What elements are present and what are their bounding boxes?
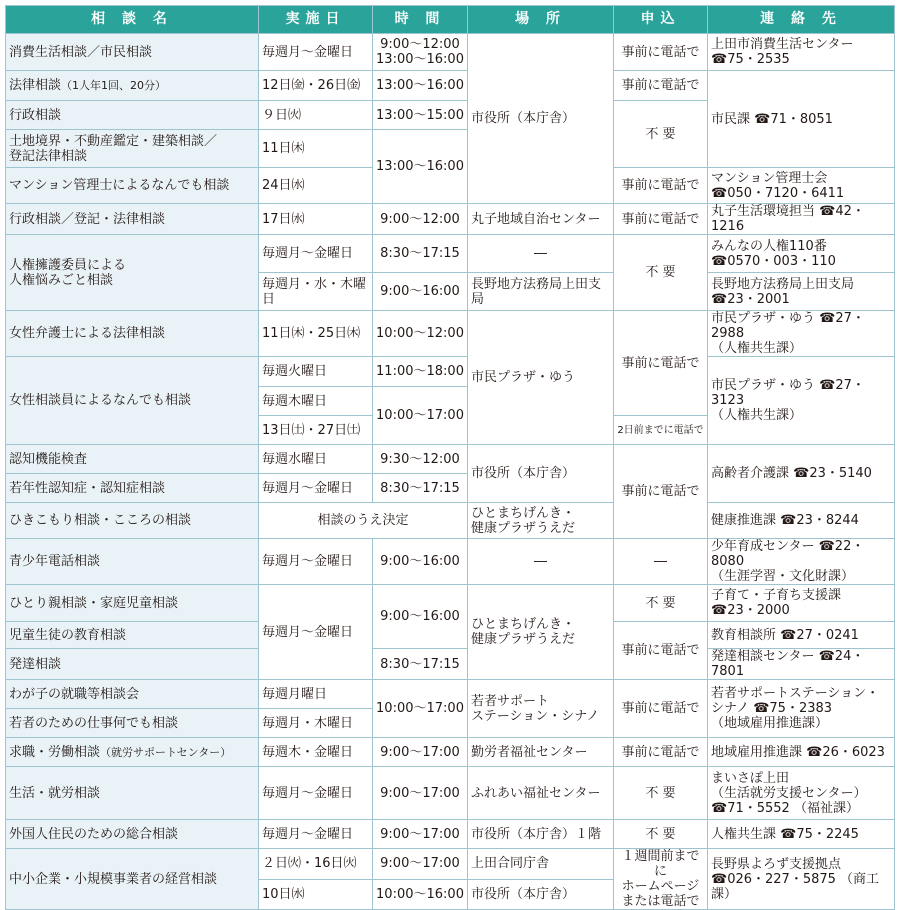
consult-date: 相談のうえ決定 — [259, 503, 468, 539]
consult-time: 8:30～17:15 — [373, 474, 468, 503]
consult-contact: 地域雇用推進課 ☎26・6023 — [708, 738, 895, 767]
consult-contact: 市民プラザ・ゆう ☎27・3123 （人権共生課） — [708, 357, 895, 445]
table-row — [6, 311, 895, 357]
consult-contact: 少年育成センター ☎22・8080 （生涯学習・文化財課） — [708, 539, 895, 585]
consult-name: 青少年電話相談 — [6, 539, 259, 585]
consult-time: 13:00～15:00 — [373, 101, 468, 130]
consult-date: 毎週火曜日 — [259, 357, 373, 387]
consult-time: 10:00～17:00 — [373, 680, 468, 738]
consult-date: 11日㈭ — [259, 130, 373, 168]
consult-name: 認知機能検査 — [6, 445, 259, 474]
header-name: 相 談 名 — [6, 6, 259, 34]
consult-contact: マンション管理士会 ☎050・7120・6411 — [708, 168, 895, 204]
consult-place: 市役所（本庁舎） — [468, 34, 614, 204]
consult-contact: 子育て・子育ち支援課 ☎23・2000 — [708, 585, 895, 622]
consult-date: 毎週月～金曜日 — [259, 34, 373, 71]
consult-contact: 上田市消費生活センター ☎75・2535 — [708, 34, 895, 71]
consult-time: 13:00～16:00 — [373, 130, 468, 204]
consult-time: 10:00～17:00 — [373, 387, 468, 445]
table-row — [6, 849, 895, 880]
header-date: 実施日 — [259, 6, 373, 34]
consult-name: 発達相談 — [6, 649, 259, 680]
consult-contact: 丸子生活環境担当 ☎42・1216 — [708, 204, 895, 235]
consult-apply: 2日前までに電話で — [614, 416, 708, 445]
table-row — [6, 585, 895, 622]
consult-place: 市民プラザ・ゆう — [468, 311, 614, 445]
consult-date: 12日㈮・26日㈮ — [259, 71, 373, 101]
consult-apply: 事前に電話で — [614, 71, 708, 101]
table-row — [6, 767, 895, 820]
consult-time: 8:30～17:15 — [373, 235, 468, 273]
header-row — [6, 6, 895, 34]
consult-apply: 事前に電話で — [614, 204, 708, 235]
consult-place: 市役所（本庁舎） — [468, 445, 614, 503]
consult-date: ９日㈫ — [259, 101, 373, 130]
consult-time: 8:30～17:15 — [373, 649, 468, 680]
consult-contact: まいさぽ上田 （生活就労支援センター） ☎71・5552 （福祉課） — [708, 767, 895, 820]
consult-place: ひとまちげんき・ 健康プラザうえだ — [468, 503, 614, 539]
consult-name: ひきこもり相談・こころの相談 — [6, 503, 259, 539]
consult-date: 10日㈬ — [259, 879, 373, 910]
consult-place: 勤労者福祉センター — [468, 738, 614, 767]
consult-time: 10:00～12:00 — [373, 311, 468, 357]
consult-time: 9:00～16:00 — [373, 539, 468, 585]
table-row — [6, 649, 895, 680]
table-row — [6, 503, 895, 539]
consult-time: 9:30～12:00 — [373, 445, 468, 474]
consult-place: 上田合同庁舎 — [468, 849, 614, 880]
consult-date: 毎週木曜日 — [259, 387, 373, 416]
consult-name: 消費生活相談／市民相談 — [6, 34, 259, 71]
consult-apply: 事前に電話で — [614, 622, 708, 680]
consult-name: 若年性認知症・認知症相談 — [6, 474, 259, 503]
consult-apply: 事前に電話で — [614, 738, 708, 767]
consult-name: ひとり親相談・家庭児童相談 — [6, 585, 259, 622]
consult-name: 児童生徒の教育相談 — [6, 622, 259, 649]
consult-name: 行政相談／登記・法律相談 — [6, 204, 259, 235]
table-row — [6, 539, 895, 585]
consult-time: 9:00～12:00 13:00～16:00 — [373, 34, 468, 71]
consult-apply: 不 要 — [614, 767, 708, 820]
consult-contact: 人権共生課 ☎75・2245 — [708, 820, 895, 849]
consult-date: 毎週月～金曜日 — [259, 235, 373, 273]
consult-contact: 若者サポートステーション・ シナノ ☎75・2383 （地域雇用推進課） — [708, 680, 895, 738]
consult-time: 11:00～18:00 — [373, 357, 468, 387]
consult-name: 中小企業・小規模事業者の経営相談 — [6, 849, 259, 910]
consult-place: ふれあい福祉センター — [468, 767, 614, 820]
consult-name: 土地境界・不動産鑑定・建築相談／ 登記法律相談 — [6, 130, 259, 168]
consult-name: マンション管理士によるなんでも相談 — [6, 168, 259, 204]
consult-date: 毎週月・水・木曜日 — [259, 273, 373, 311]
consult-name: 人権擁護委員による 人権悩みごと相談 — [6, 235, 259, 311]
consult-apply: 不 要 — [614, 585, 708, 622]
consult-time: 9:00～17:00 — [373, 849, 468, 880]
consult-name: 外国人住民のための総合相談 — [6, 820, 259, 849]
consult-date: 毎週月～金曜日 — [259, 539, 373, 585]
table-row — [6, 820, 895, 849]
table-row — [6, 235, 895, 273]
consult-place: ひとまちげんき・ 健康プラザうえだ — [468, 585, 614, 680]
consult-name: 行政相談 — [6, 101, 259, 130]
table-row — [6, 445, 895, 474]
consult-contact: 健康推進課 ☎23・8244 — [708, 503, 895, 539]
consult-time: 9:00～17:00 — [373, 767, 468, 820]
header-time: 時 間 — [373, 6, 468, 34]
consult-time: 9:00～16:00 — [373, 273, 468, 311]
consult-time: 9:00～17:00 — [373, 820, 468, 849]
consult-date: 13日㈯・27日㈯ — [259, 416, 373, 445]
table-row — [6, 204, 895, 235]
header-apply: 申込 — [614, 6, 708, 34]
consult-apply: 事前に電話で — [614, 311, 708, 416]
consult-name: 法律相談（1人年1回、20分） — [6, 71, 259, 101]
consult-contact: 長野県よろず支援拠点 ☎026・227・5875 （商工課） — [708, 849, 895, 910]
consult-name: 女性相談員によるなんでも相談 — [6, 357, 259, 445]
consult-time: 9:00～16:00 — [373, 585, 468, 649]
table-row — [6, 34, 895, 71]
table-row — [6, 71, 895, 101]
consult-date: 24日㈬ — [259, 168, 373, 204]
consult-time: 13:00～16:00 — [373, 71, 468, 101]
table-row — [6, 738, 895, 767]
consult-place: 市役所（本庁舎） — [468, 879, 614, 910]
consult-date: 毎週月～金曜日 — [259, 585, 373, 680]
consult-time: 10:00～16:00 — [373, 879, 468, 910]
consult-time: 9:00～12:00 — [373, 204, 468, 235]
table-row — [6, 680, 895, 709]
consult-date: 毎週月～金曜日 — [259, 820, 373, 849]
consult-date: 毎週月～金曜日 — [259, 474, 373, 503]
header-contact: 連 絡 先 — [708, 6, 895, 34]
consult-apply: 事前に電話で — [614, 168, 708, 204]
consult-date: 毎週水曜日 — [259, 445, 373, 474]
consult-contact: 市民プラザ・ゆう ☎27・2988 （人権共生課） — [708, 311, 895, 357]
consult-place: 市役所（本庁舎）１階 — [468, 820, 614, 849]
consult-contact: 教育相談所 ☎27・0241 — [708, 622, 895, 649]
consult-apply: 事前に電話で — [614, 680, 708, 738]
consult-name: 若者のための仕事何でも相談 — [6, 709, 259, 738]
consult-name: 生活・就労相談 — [6, 767, 259, 820]
consult-date: 毎週月曜日 — [259, 680, 373, 709]
consult-apply: １週間前までに ホームページ または電話で — [614, 849, 708, 910]
consult-place: 丸子地域自治センター — [468, 204, 614, 235]
consult-name: 求職・労働相談（就労サポートセンター） — [6, 738, 259, 767]
consult-name: わが子の就職等相談会 — [6, 680, 259, 709]
consult-date: ２日㈫・16日㈫ — [259, 849, 373, 880]
consult-place: 長野地方法務局上田支局 — [468, 273, 614, 311]
table-row — [6, 357, 895, 387]
consult-time: 9:00～17:00 — [373, 738, 468, 767]
consult-contact: 発達相談センター ☎24・7801 — [708, 649, 895, 680]
consult-apply: 不 要 — [614, 235, 708, 311]
consult-apply: 不 要 — [614, 101, 708, 168]
consult-date: 毎週木・金曜日 — [259, 738, 373, 767]
consult-date: 毎週月・木曜日 — [259, 709, 373, 738]
consult-apply: ― — [614, 539, 708, 585]
consult-date: 毎週月～金曜日 — [259, 767, 373, 820]
consult-apply: 事前に電話で — [614, 34, 708, 71]
consult-place: ― — [468, 539, 614, 585]
consult-contact: 市民課 ☎71・8051 — [708, 71, 895, 168]
consult-contact: 高齢者介護課 ☎23・5140 — [708, 445, 895, 503]
consult-place: 若者サポート ステーション・シナノ — [468, 680, 614, 738]
consult-apply: 不 要 — [614, 820, 708, 849]
consult-contact: 長野地方法務局上田支局 ☎23・2001 — [708, 273, 895, 311]
consult-name: 女性弁護士による法律相談 — [6, 311, 259, 357]
consult-place: ― — [468, 235, 614, 273]
consult-date: 17日㈬ — [259, 204, 373, 235]
header-place: 場 所 — [468, 6, 614, 34]
consultation-schedule-table — [5, 5, 895, 910]
consult-apply: 事前に電話で — [614, 445, 708, 539]
consult-date: 11日㈭・25日㈭ — [259, 311, 373, 357]
consult-contact: みんなの人権110番 ☎0570・003・110 — [708, 235, 895, 273]
